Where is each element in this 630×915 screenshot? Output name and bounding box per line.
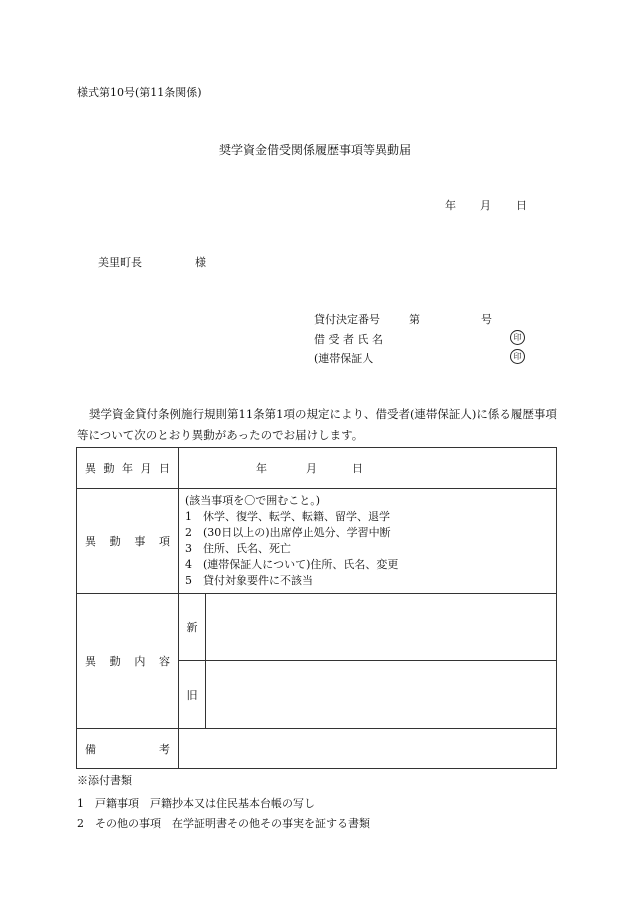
remarks-field[interactable] <box>179 729 557 769</box>
change-date-label: 異 動 年 月 日 <box>77 448 179 489</box>
loan-number-prefix: 第 <box>409 313 420 326</box>
old-label: 旧 <box>179 661 206 729</box>
list-item[interactable]: 1 休学、復学、転学、転籍、留学、退学 <box>185 510 390 523</box>
list-item[interactable]: 4 (連帯保証人について)住所、氏名、変更 <box>185 558 399 571</box>
borrower-label: 借 受 者 氏 名 <box>314 333 383 346</box>
change-date-day: 日 <box>352 462 363 475</box>
change-date-row <box>77 448 557 489</box>
attachments-heading: ※添付書類 <box>77 774 132 787</box>
old-details-field[interactable] <box>206 661 557 729</box>
change-report-table <box>76 447 557 769</box>
change-items-label: 異 動 事 項 <box>77 489 179 594</box>
seal-mark-guarantor: 印 <box>510 349 525 364</box>
change-items-row <box>77 489 557 594</box>
form-number: 様式第10号(第11条関係) <box>77 86 202 99</box>
remarks-row <box>77 729 557 769</box>
new-label: 新 <box>179 594 206 661</box>
addressee-name: 美里町長 <box>98 256 142 269</box>
list-item[interactable]: 5 貸付対象要件に不該当 <box>185 574 313 587</box>
remarks-label: 備 考 <box>77 729 179 769</box>
date-year: 年 <box>445 199 456 212</box>
form-title: 奨学資金借受関係履歴事項等異動届 <box>218 143 411 157</box>
guarantor-label: (連帯保証人 <box>314 352 374 365</box>
attachment-item: 2 その他の事項 在学証明書その他その事実を証する書類 <box>77 817 370 830</box>
list-item: (該当事項を〇で囲むこと。) <box>185 494 321 507</box>
list-item[interactable]: 2 (30日以上の)出席停止処分、学習中断 <box>185 526 391 539</box>
attachment-item: 1 戸籍事項 戸籍抄本又は住民基本台帳の写し <box>77 797 315 810</box>
change-date-field[interactable] <box>179 448 557 489</box>
loan-number-suffix: 号 <box>481 313 492 326</box>
seal-mark: 印 <box>510 330 525 345</box>
change-details-label: 異 動 内 容 <box>77 594 179 729</box>
new-details-field[interactable] <box>206 594 557 661</box>
change-items-list <box>179 489 557 594</box>
date-day: 日 <box>516 199 527 212</box>
addressee-honorific: 様 <box>195 256 206 269</box>
date-month: 月 <box>480 199 491 212</box>
change-date-month: 月 <box>306 462 317 475</box>
list-item[interactable]: 3 住所、氏名、死亡 <box>185 542 291 555</box>
change-details-new-row <box>77 594 557 661</box>
change-date-year: 年 <box>256 462 267 475</box>
body-text: 奨学資金貸付条例施行規則第11条第1項の規定により、借受者(連帯保証人)に係る履歴事項等について次のとおり異動があったのでお届けします。 <box>77 407 557 442</box>
loan-number-label: 貸付決定番号 <box>314 313 380 326</box>
